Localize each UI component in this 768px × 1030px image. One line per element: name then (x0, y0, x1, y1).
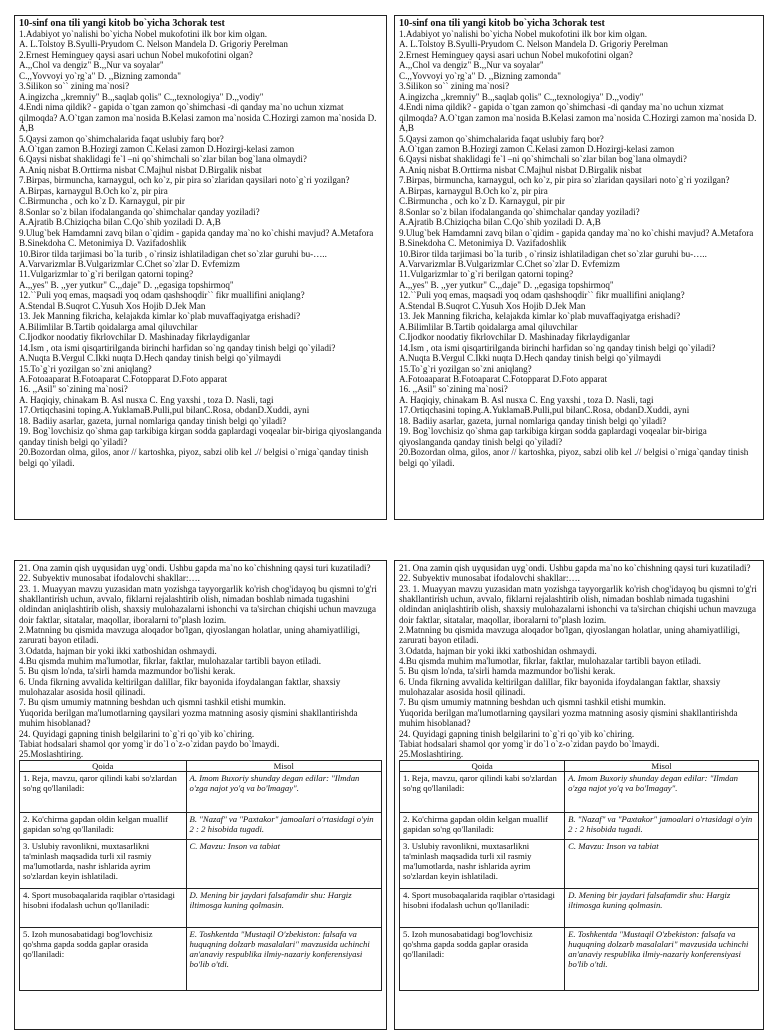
question-line: 4.Endi nima qildik? - gapida o`tgan zamon qo`shimchasi -di qanday ma`no uchun xizmat qilmoqda? A.O`tgan zamon ma`nosida B.Kelasi zamon ma`nosida C.Hozirgi zamon ma`nosida D. A,B (399, 102, 757, 134)
rule-cell: 4. Sport musobaqalarida raqiblar o'rtasidagi hisobni ifodalash uchun qo'llaniladi: (400, 888, 565, 927)
question-line: A.,,Chol va dengiz" B.,,Nur va soyalar" (399, 60, 544, 71)
question-line: 12.``Puli yoq emas, maqsadi yoq odam qashshoqdir`` fikr muallifini aniqlang? (399, 290, 685, 301)
question-line: C.,,Yovvoyi yo`rg`a" D. ,,Bizning zamonda" (19, 70, 181, 81)
example-cell: E. Toshkentda "Mustaqil O'zbekiston: falsafa va huquqning dolzarb masalalari" mavzusida uchinchi an'anaviy respublika ilmiy-nazariy konferensiyasi bo'lib o'tdi. (565, 927, 759, 990)
question-line: 2.Ernest Heminguey qaysi asari uchun Nobel mukofotini olgan? (19, 49, 253, 60)
question-line: 16. ,,Asil" so`zining ma`nosi? (19, 384, 128, 395)
question-line: 5. Bu qism lo'nda, ta'sirli hamda mazmundor bo'lishi kerak. (399, 666, 616, 677)
example-cell: B. "Nazaf" va "Paxtakor" jamoalari o'rtasidagi o'yin 2 : 2 hisobida tugadi. (565, 812, 759, 839)
question-line: 8.Sonlar so`z bilan ifodalanganda qo`shimchalar qanday yoziladi? (19, 206, 260, 217)
test-sheet-bottom-right (394, 560, 764, 1030)
question-line: C.Ijodkor noodatiy fikrlovchilar D. Mashinaday fikrlaydiganlar (19, 332, 251, 343)
question-line: Tabiat hodsalari shamol qor yomg`ir do`l o`z-o`zidan paydo bo`lmaydi. (19, 738, 280, 749)
question-line: 21. Ona zamin qish uyqusidan uyg`ondi. Ushbu gapda ma`no ko`chishning qaysi turi kuzatiladi? (399, 563, 751, 573)
question-line: 1.Adabiyot yo`nalishi bo`yicha Nobel mukofotini ilk bor kim olgan. (399, 29, 648, 39)
question-line: 10.Biror tilda tarjimasi bo`la turib , o`rinsiz ishlatiladigan chet so`zlar guruhi bu-….. A.Varvarizmlar B.Vulgarizmlar C.Chet so`zlar D. Evfemizm (19, 248, 327, 269)
question-line: A.O`tgan zamon B.Hozirgi zamon C.Kelasi zamon D.Hozirgi-kelasi zamon (399, 143, 675, 154)
table-row (20, 888, 382, 927)
question-line: A.Ajratib B.Chiziqcha bilan C.Qo`shib yoziladi D. A,B (19, 217, 221, 228)
question-line: 23. 1. Muayyan mavzu yuzasidan matn yozishga tayyorgarlik ko'rish chog'idayoq bu qismni to'g'ri shakllantirish uchun, avvalo, fiklarni rejalashtirib olish, nimadan boshlab nimada tugashini oldindan aniqlashtirib olish, shaxsiy mulohazalarni ishonchi va ta'sirchan chiqishi uchun mavzuga doir faktlar, sitatalar, maqollar, iboralarni to"plash lozim. (399, 583, 757, 625)
table-header-row (20, 760, 382, 771)
question-line: A.ingizcha ,,kremniy" B.,,saqlab qolis" C.,,texnologiya" D.,,vodiy" (399, 91, 644, 102)
question-line: 6. Unda fikrning avvalida keltirilgan dalillar, fikr bayonida ifoydalangan faktlar, shaxsiy mulohazalar asosida hosil qilinadi. (399, 676, 721, 698)
question-line: 11.Vulgarizmlar to`g`ri berilgan qatorni toping? (399, 269, 574, 280)
question-line: A. L.Tolstoy B.Syulli-Pryudom C. Nelson Mandela D. Grigoriy Perelman (399, 39, 668, 50)
table-row (400, 888, 759, 927)
test-sheet-top-right (394, 15, 764, 520)
matching-table (19, 760, 382, 991)
question-line: 7.Birpas, birmuncha, karnaygul, och ko`z, pir pira so`zlaridan qaysilari noto`g`ri yozilgan? A.Birpas, karnaygul B.Och ko`z, pir pira (19, 175, 350, 196)
question-line: A.Fotoaaparat B.Fotoaparat C.Fotopparat D.Foto apparat (19, 373, 228, 384)
question-line: 25.Moslashtiring. (399, 749, 464, 760)
question-line: 3.Silikon so`` zining ma`nosi? (399, 81, 510, 92)
question-line: 24. Quyidagi gapning tinish belgilarini to`g`ri qo`yib ko`chiring. (399, 728, 635, 739)
table-row (400, 839, 759, 888)
test-sheet-top-left (14, 15, 387, 520)
table-row (400, 927, 759, 990)
rule-cell: 1. Reja, mavzu, qaror qilindi kabi so'zlardan so'ng qo'llaniladi: (400, 771, 565, 812)
example-cell: D. Mening bir jaydari falsafamdir shu: Hargiz iltimosga kuning qolmasin. (186, 888, 381, 927)
question-line: A.,,yes" B. ,,yer yutkur" C.,,daje" D. ,,egasiga topshirmoq" (19, 279, 234, 290)
question-line: A.,,Chol va dengiz" B.,,Nur va soyalar" (19, 60, 164, 71)
question-line: Yuqorida berilgan ma'lumotlarning qaysilari yozma matnning asosiy qismini shakllantirishda muhim hisoblanad? (19, 707, 358, 729)
question-line: 22. Subyektiv munosabat ifodalovchi shakllar:…. (19, 573, 200, 584)
rule-column-header: Qoida (400, 760, 565, 771)
question-line: 17.Ortiqchasini toping.A.YuklamaB.Pulli,pul bilanC.Rosa, obdanD.Xuddi, ayni (399, 405, 690, 416)
question-line: C.Birmuncha , och ko`z D. Karnaygul, pir pir (19, 196, 185, 207)
question-line: 6. Unda fikrning avvalida keltirilgan dalillar, fikr bayonida ifoydalangan faktlar, shaxsiy mulohazalar asosida hosil qilinadi. (19, 676, 341, 698)
question-line: 4.Endi nima qildik? - gapida o`tgan zamon qo`shimchasi -di qanday ma`no uchun xizmat qilmoqda? A.O`tgan zamon ma`nosida B.Kelasi zamon ma`nosida C.Hozirgi zamon ma`nosida D. A,B (19, 102, 377, 134)
question-line: C.Birmuncha , och ko`z D. Karnaygul, pir pir (399, 196, 565, 207)
question-line: 15.To`g`ri yozilgan so`zni aniqlang? (399, 363, 532, 374)
question-line: 14.Ism , ota ismi qisqartirilganda birinchi harfidan so`ng qanday tinish belgi qo`yiladi? (19, 342, 336, 353)
rule-cell: 3. Uslubiy ravonlikni, muxtasarlikni ta'minlash maqsadida turli xil rasmiy ma'lumotlarda, nashr ishlarida ayrim so'zlardan keyin ishlatiladi. (20, 839, 187, 888)
question-line: A.Fotoaaparat B.Fotoaparat C.Fotopparat D.Foto apparat (399, 373, 608, 384)
question-line: A.Bilimlilar B.Tartib qoidalarga amal qiluvchilar (399, 321, 578, 332)
question-line: 19. Bog`lovchisiz qo`shma gap tarkibiga kirgan sodda gaplardagi voqealar bir-biriga qiyoslanganda qanday tinish belgi qo`yiladi? (19, 426, 382, 447)
rule-column-header: Qoida (20, 760, 187, 771)
question-line: A.ingizcha ,,kremniy" B.,,saqlab qolis" C.,,texnologiya" D.,,vodiy" (19, 91, 264, 102)
rule-cell: 2. Ko'chirma gapdan oldin kelgan muallif gapidan so'ng qo'llaniladi: (400, 812, 565, 839)
question-line: 12.``Puli yoq emas, maqsadi yoq odam qashshoqdir`` fikr muallifini aniqlang? (19, 290, 305, 301)
question-line: 7. Bu qism umumiy matnning beshdan uch qismni tashkil etishi mumkin. (399, 697, 666, 708)
example-column-header: Misol (186, 760, 381, 771)
question-line: 9.Ulug`bek Hamdamni zavq bilan o`qidim - gapida qanday ma`no ko`chishi mavjud? A.Metafora B.Sinekdoha C. Metonimiya D. Vazifadoshlik (399, 227, 754, 249)
question-line: 2.Matnning bu qismida mavzuga aloqador bo'lgan, qiyoslangan holatlar, uning ahamiyatliligi, zarurati bayon etiladi. (399, 625, 740, 646)
test-sheet-bottom-left (14, 560, 387, 1030)
test-title: 10-sinf ona tili yangi kitob bo`yicha 3chorak test (19, 18, 225, 29)
question-line: 20.Bozordan olma, gilos, anor // kartoshka, piyoz, sabzi olib kel .// belgisi o`rniga`qanday tinish belgi qo`yiladi. (19, 447, 369, 468)
table-row (20, 812, 382, 839)
question-line: 3.Silikon so`` zining ma`nosi? (19, 81, 130, 92)
question-line: 6.Qaysi nisbat shaklidagi fe`l –ni qo`shimchali so`zlar bilan bog`lana olmaydi? (399, 154, 687, 165)
table-row (20, 771, 382, 812)
question-line: A.Nuqta B.Vergul C.Ikki nuqta D.Hech qanday tinish belgi qo`yilmaydi (19, 353, 281, 364)
example-cell: D. Mening bir jaydari falsafamdir shu: Hargiz iltimosga kuning qolmasin. (565, 888, 759, 927)
question-line: 6.Qaysi nisbat shaklidagi fe`l –ni qo`shimchali so`zlar bilan bog`lana olmaydi? (19, 154, 307, 165)
question-line: A.Stendal B.Suqrot C.Yusuh Xos Hojib D.Jek Man (19, 300, 206, 311)
rule-cell: 4. Sport musobaqalarida raqiblar o'rtasidagi hisobni ifodalash uchun qo'llaniladi: (20, 888, 187, 927)
question-line: A.,,yes" B. ,,yer yutkur" C.,,daje" D. ,,egasiga topshirmoq" (399, 279, 614, 290)
question-line: Tabiat hodsalari shamol qor yomg`ir do`l o`z-o`zidan paydo bo`lmaydi. (399, 738, 660, 749)
question-line: A.Bilimlilar B.Tartib qoidalarga amal qiluvchilar (19, 321, 198, 332)
question-line: 13. Jek Manning fikricha, kelajakda kimlar ko`plab muvaffaqiyatga erishadi? (399, 311, 681, 322)
question-line: 10.Biror tilda tarjimasi bo`la turib , o`rinsiz ishlatiladigan chet so`zlar guruhi bu-….. A.Varvarizmlar B.Vulgarizmlar C.Chet so`zlar D. Evfemizm (399, 248, 707, 269)
question-line: 14.Ism , ota ismi qisqartirilganda birinchi harfidan so`ng qanday tinish belgi qo`yiladi? (399, 342, 716, 353)
question-line: C.,,Yovvoyi yo`rg`a" D. ,,Bizning zamonda" (399, 70, 561, 81)
question-line: A.O`tgan zamon B.Hozirgi zamon C.Kelasi zamon D.Hozirgi-kelasi zamon (19, 143, 295, 154)
question-line: 5.Qaysi zamon qo`shimchalarida faqat uslubiy farq bor? (399, 133, 604, 144)
example-column-header: Misol (565, 760, 759, 771)
question-line: 24. Quyidagi gapning tinish belgilarini to`g`ri qo`yib ko`chiring. (19, 728, 255, 739)
question-line: 16. ,,Asil" so`zining ma`nosi? (399, 384, 508, 395)
question-line: Yuqorida berilgan ma'lumotlarning qaysilari yozma matnning asosiy qismini shakllantirishda muhim hisoblanad? (399, 707, 738, 729)
question-line: 22. Subyektiv munosabat ifodalovchi shakllar:…. (399, 573, 580, 584)
question-line: 5. Bu qism lo'nda, ta'sirli hamda mazmundor bo'lishi kerak. (19, 666, 236, 677)
example-cell: E. Toshkentda "Mustaqil O'zbekiston: falsafa va huquqning dolzarb masalalari" mavzusida uchinchi an'anaviy respublika ilmiy-nazariy konferensiyasi bo'lib o'tdi. (186, 927, 381, 990)
question-line: 20.Bozordan olma, gilos, anor // kartoshka, piyoz, sabzi olib kel .// belgisi o`rniga`qanday tinish belgi qo`yiladi. (399, 447, 749, 468)
rule-cell: 5. Izoh munosabatidagi bog'lovchisiz qo'shma gapda sodda gaplar orasida qo'llaniladi: (20, 927, 187, 990)
question-line: 18. Badiiy asarlar, gazeta, jurnal nomlariga qanday tinish belgi qo`yiladi? (399, 415, 667, 426)
question-line: 19. Bog`lovchisiz qo`shma gap tarkibiga kirgan sodda gaplardagi voqealar bir-biriga qiyoslanganda qanday tinish belgi qo`yiladi? (399, 426, 707, 447)
question-line: 17.Ortiqchasini toping.A.YuklamaB.Pulli,pul bilanC.Rosa, obdanD.Xuddi, ayni (19, 405, 310, 416)
question-line: 3.Odatda, hajman bir yoki ikki xatboshidan oshmaydi. (399, 645, 597, 656)
example-cell: A. Imom Buxoriy shunday degan edilar: "Ilmdan o'zga najot yo'q va bo'lmagay". (186, 771, 381, 812)
question-line: 18. Badiiy asarlar, gazeta, jurnal nomlariga qanday tinish belgi qo`yiladi? (19, 415, 287, 426)
question-line: 11.Vulgarizmlar to`g`ri berilgan qatorni toping? (19, 269, 194, 280)
matching-table (399, 760, 759, 991)
rule-cell: 5. Izoh munosabatidagi bog'lovchisiz qo'shma gapda sodda gaplar orasida qo'llaniladi: (400, 927, 565, 990)
table-row (20, 927, 382, 990)
question-line: 21. Ona zamin qish uyqusidan uyg`ondi. Ushbu gapda ma`no ko`chishning qaysi turi kuzatiladi? (19, 563, 371, 573)
question-line: A. L.Tolstoy B.Syulli-Pryudom C. Nelson Mandela D. Grigoriy Perelman (19, 39, 288, 50)
question-line: 1.Adabiyot yo`nalishi bo`yicha Nobel mukofotini ilk bor kim olgan. (19, 29, 268, 39)
question-line: 3.Odatda, hajman bir yoki ikki xatboshidan oshmaydi. (19, 645, 217, 656)
example-cell: A. Imom Buxoriy shunday degan edilar: "Ilmdan o'zga najot yo'q va bo'lmagay". (565, 771, 759, 812)
table-row (20, 839, 382, 888)
question-line: A. Haqiqiy, chinakam B. Asl nusxa C. Eng yaxshi , toza D. Nasli, tagi (19, 394, 274, 405)
question-line: A. Haqiqiy, chinakam B. Asl nusxa C. Eng yaxshi , toza D. Nasli, tagi (399, 394, 654, 405)
question-line: 4.Bu qismda muhim ma'lumotlar, fikrlar, faktlar, mulohazalar tartibli bayon etiladi. (399, 656, 702, 667)
example-cell: C. Mavzu: Inson va tabiat (186, 839, 381, 888)
question-line: 23. 1. Muayyan mavzu yuzasidan matn yozishga tayyorgarlik ko'rish chog'idayoq bu qismni to'g'ri shakllantirish uchun, avvalo, fiklarni rejalashtirib olish, nimadan boshlab nimada tugashini oldindan aniqlashtirib olish, shaxsiy mulohazalarni ishonchi va ta'sirchan chiqishi uchun mavzuga doir faktlar, sitatalar, maqollar, iboralarni to"plash lozim. (19, 583, 377, 625)
question-line: 25.Moslashtiring. (19, 749, 84, 760)
question-line: 7.Birpas, birmuncha, karnaygul, och ko`z, pir pira so`zlaridan qaysilari noto`g`ri yozilgan? A.Birpas, karnaygul B.Och ko`z, pir pira (399, 175, 730, 196)
question-line: 5.Qaysi zamon qo`shimchalarida faqat uslubiy farq bor? (19, 133, 224, 144)
table-row (400, 771, 759, 812)
table-header-row (400, 760, 759, 771)
question-line: C.Ijodkor noodatiy fikrlovchilar D. Mashinaday fikrlaydiganlar (399, 332, 631, 343)
rule-cell: 2. Ko'chirma gapdan oldin kelgan muallif gapidan so'ng qo'llaniladi: (20, 812, 187, 839)
question-line: 8.Sonlar so`z bilan ifodalanganda qo`shimchalar qanday yoziladi? (399, 206, 640, 217)
table-row (400, 812, 759, 839)
question-line: A.Aniq nisbat B.Orttirma nisbat C.Majhul nisbat D.Birgalik nisbat (399, 164, 642, 175)
question-line: 2.Ernest Heminguey qaysi asari uchun Nobel mukofotini olgan? (399, 49, 633, 60)
question-line: 9.Ulug`bek Hamdamni zavq bilan o`qidim - gapida qanday ma`no ko`chishi mavjud? A.Metafora B.Sinekdoha C. Metonimiya D. Vazifadoshlik (19, 227, 374, 249)
example-cell: B. "Nazaf" va "Paxtakor" jamoalari o'rtasidagi o'yin 2 : 2 hisobida tugadi. (186, 812, 381, 839)
question-line: 13. Jek Manning fikricha, kelajakda kimlar ko`plab muvaffaqiyatga erishadi? (19, 311, 301, 322)
question-line: A.Nuqta B.Vergul C.Ikki nuqta D.Hech qanday tinish belgi qo`yilmaydi (399, 353, 661, 364)
question-line: 7. Bu qism umumiy matnning beshdan uch qismni tashkil etishi mumkin. (19, 697, 286, 708)
question-line: A.Stendal B.Suqrot C.Yusuh Xos Hojib D.Jek Man (399, 300, 586, 311)
example-cell: C. Mavzu: Inson va tabiat (565, 839, 759, 888)
rule-cell: 3. Uslubiy ravonlikni, muxtasarlikni ta'minlash maqsadida turli xil rasmiy ma'lumotlarda, nashr ishlarida ayrim so'zlardan keyin ishlatiladi. (400, 839, 565, 888)
question-line: 4.Bu qismda muhim ma'lumotlar, fikrlar, faktlar, mulohazalar tartibli bayon etiladi. (19, 656, 322, 667)
question-line: 15.To`g`ri yozilgan so`zni aniqlang? (19, 363, 152, 374)
question-line: A.Ajratib B.Chiziqcha bilan C.Qo`shib yoziladi D. A,B (399, 217, 601, 228)
question-line: A.Aniq nisbat B.Orttirma nisbat C.Majhul nisbat D.Birgalik nisbat (19, 164, 262, 175)
rule-cell: 1. Reja, mavzu, qaror qilindi kabi so'zlardan so'ng qo'llaniladi: (20, 771, 187, 812)
test-title: 10-sinf ona tili yangi kitob bo`yicha 3chorak test (399, 18, 605, 29)
question-line: 2.Matnning bu qismida mavzuga aloqador bo'lgan, qiyoslangan holatlar, uning ahamiyatliligi, zarurati bayon etiladi. (19, 625, 360, 646)
